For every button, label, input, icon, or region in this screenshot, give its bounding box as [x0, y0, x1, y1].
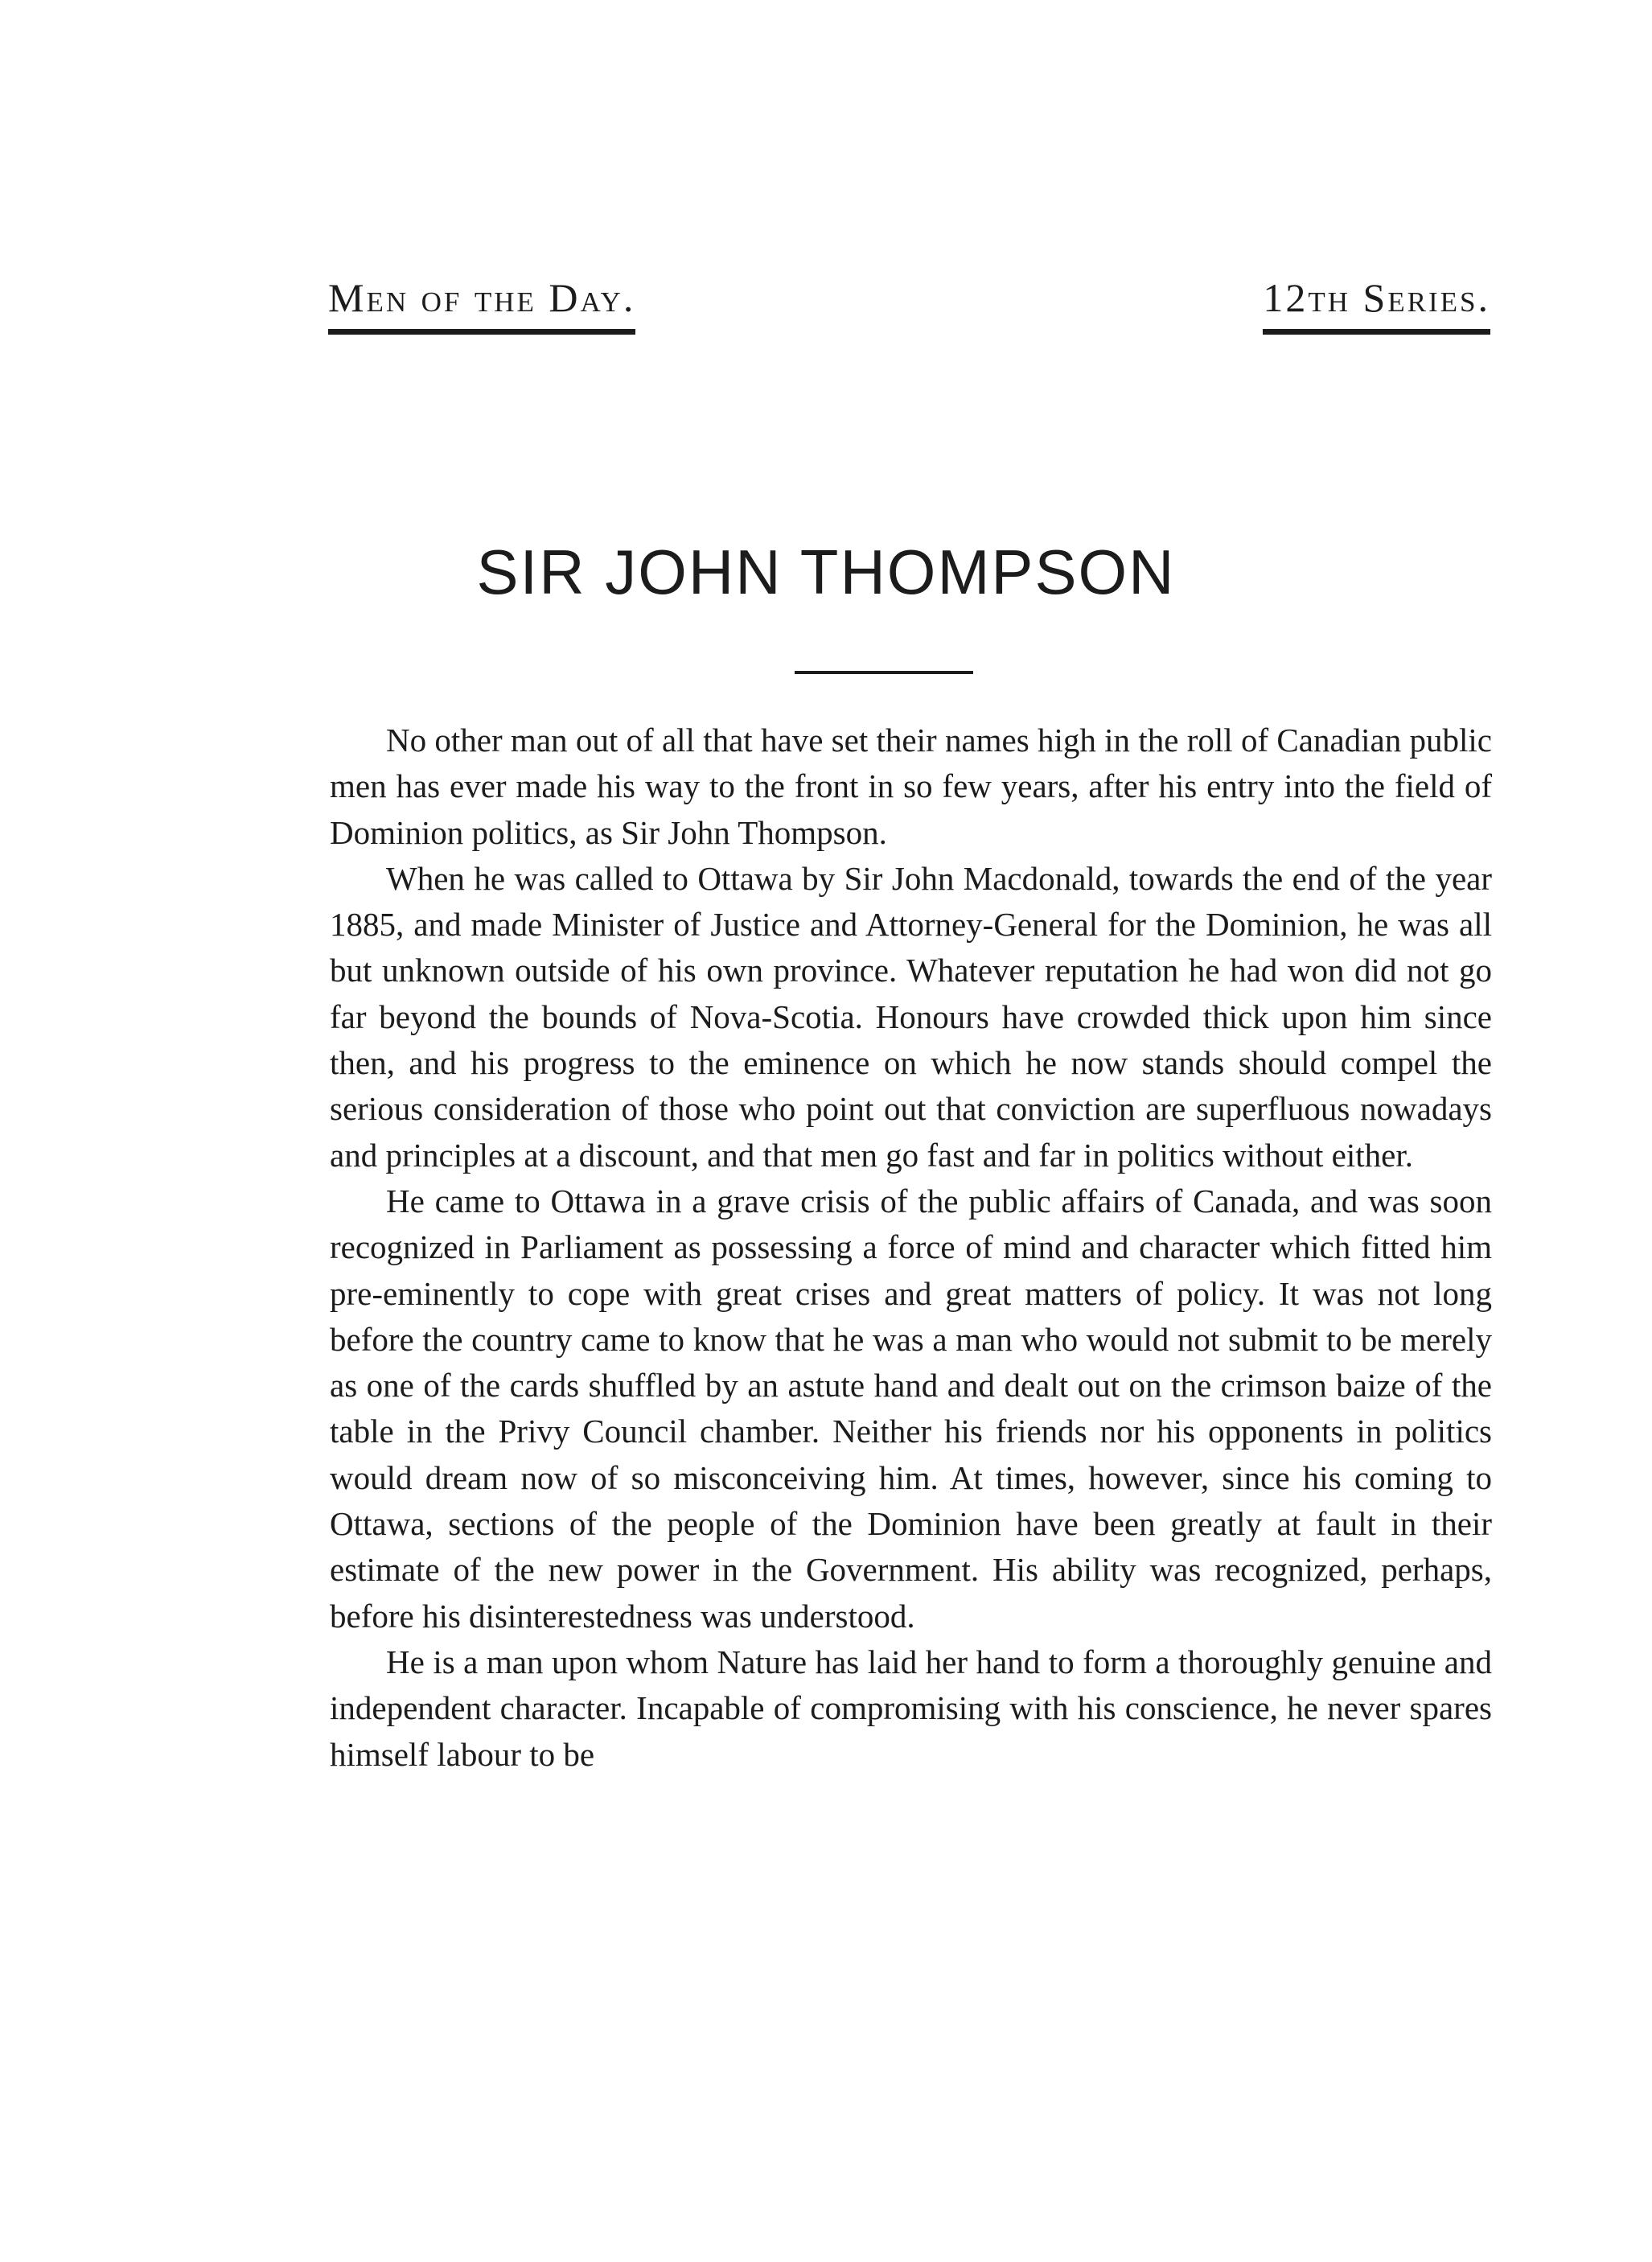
paragraph-1: No other man out of all that have set their names high in the roll of Canadian public men has ever made his way to the front in so few years, after his entry into the field of Dominion politics, as Sir John Thompson.: [330, 722, 1492, 851]
paragraph-3: He came to Ottawa in a grave crisis of the public affairs of Canada, and was soon recognized in Parliament as possessing a force of mind and character which fitted him pre-eminently to cope with great crises and great matters of policy. It was not long before the country came to know that he was a man who would not submit to be merely as one of the cards shuffled by an astute hand and dealt out on the crimson baize of the table in the Privy Council chamber. Neither his friends nor his opponents in politics would dream now of so misconceiving him. At times, however, since his coming to Ottawa, sections of the people of the Dominion have been greatly at fault in their estimate of the new power in the Government. His ability was recognized, perhaps, before his disinterestedness was understood.: [330, 1182, 1492, 1635]
title-divider: [795, 671, 973, 674]
running-header-left: Men of the Day.: [328, 278, 635, 335]
paragraph-4: He is a man upon whom Nature has laid her hand to form a thoroughly genuine and independent character. Incapable of compromising with his conscience, he never spares himself labour to be: [330, 1643, 1492, 1773]
paragraph-2: When he was called to Ottawa by Sir John Macdonald, towards the end of the year 1885, and made Minister of Justice and Attorney-General for the Dominion, he was all but unknown outside of his own province. Whatever reputation he had won did not go far beyond the bounds of Nova-Scotia. Honours have crowded thick upon him since then, and his progress to the eminence on which he now stands should compel the serious consideration of those who point out that conviction are superfluous nowadays and principles at a discount, and that men go fast and far in politics without either.: [330, 859, 1492, 1174]
article-body: [330, 718, 1492, 1778]
running-header-right: 12th Series.: [1263, 278, 1490, 335]
page-title: SIR JOHN THOMPSON: [476, 537, 1176, 607]
